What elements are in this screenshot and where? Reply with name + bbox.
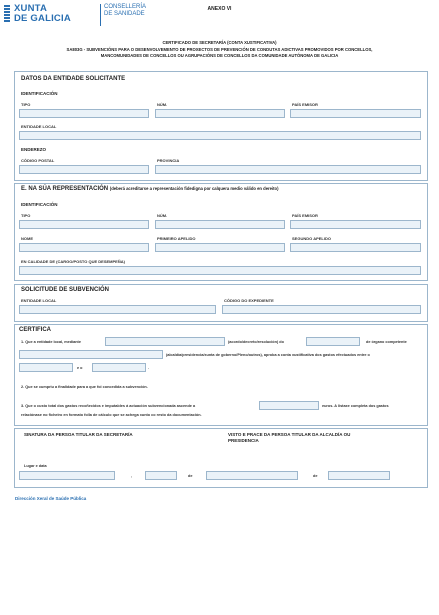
signature-mayor-1: VISTO E PRACE DA PERSOA TITULAR DA ALCALDÍA OU — [228, 432, 351, 437]
applicant-address: ENDEREZO — [21, 147, 47, 152]
rep-name-field[interactable] — [19, 243, 149, 252]
certify-p1b: (acordo/decreto/resolución) do — [228, 340, 284, 344]
certify-p3c: relaciónase no ficheiro en formato folla de cálculo que se achega xunto co resto da documentación. — [21, 413, 202, 417]
signature-comma: , — [131, 474, 133, 478]
annex-label: ANEXO VI — [207, 6, 232, 12]
signature-de-1: de — [188, 474, 193, 478]
applicant-num-field[interactable] — [155, 109, 285, 118]
signature-mayor-2: PRESIDENCIA — [228, 438, 259, 443]
signature-year-field[interactable] — [328, 471, 390, 480]
rep-capacity-label: EN CALIDADE DE (CARGO/POSTO QUE DESEMPEÑA) — [21, 259, 125, 264]
rep-num-field[interactable] — [155, 220, 285, 229]
rep-surname1-label: PRIMEIRO APELIDO — [157, 236, 196, 241]
signature-de-2: de — [313, 474, 318, 478]
certify-amount-field[interactable] — [259, 401, 319, 410]
applicant-entity-label: ENTIDADE LOCAL — [21, 124, 57, 129]
signature-place-label: Lugar e data — [24, 464, 47, 468]
certify-p1a: 1. Que a entidade local, mediante — [21, 340, 81, 344]
rep-surname2-field[interactable] — [290, 243, 421, 252]
doc-title: CERTIFICADO DE SECRETARÍA (CONTA XUSTIFICATIVA) — [162, 40, 277, 45]
rep-capacity-field[interactable] — [19, 266, 421, 275]
certify-p1c: de órgano competente — [366, 340, 407, 344]
representation-identification: IDENTIFICACIÓN — [21, 202, 58, 207]
certify-p1f: . — [148, 366, 150, 370]
applicant-title: DATOS DA ENTIDADE SOLICITANTE — [21, 76, 126, 82]
certify-date-field[interactable] — [306, 337, 360, 346]
rep-issuer-field[interactable] — [290, 220, 421, 229]
applicant-identification: IDENTIFICACIÓN — [21, 91, 58, 96]
applicant-type-label: TIPO — [21, 102, 31, 107]
rep-name-label: NOME — [21, 236, 33, 241]
certify-p2: 2. Que se cumpriu a finalidade para a que foi concedida a subvención. — [21, 385, 148, 389]
applicant-num-label: NÚM. — [157, 102, 168, 107]
signature-secretary: SINATURA DA PERSOA TITULAR DA SECRETARÍA — [24, 432, 133, 437]
applicant-type-field[interactable] — [19, 109, 149, 118]
rep-type-label: TIPO — [21, 213, 31, 218]
applicant-postal-label: CÓDIGO POSTAL — [21, 158, 55, 163]
rep-surname1-field[interactable] — [155, 243, 285, 252]
certify-p3b: euros. A listaxe completa dos gastos — [322, 404, 389, 408]
applicant-postal-field[interactable] — [19, 165, 149, 174]
applicant-issuer-label: PAÍS EMISOR — [292, 102, 318, 107]
applicant-issuer-field[interactable] — [290, 109, 421, 118]
applicant-province-label: PROVINCIA — [157, 158, 180, 163]
doc-subtitle-1: SA803G - SUBVENCIÓNS PARA O DESENVOLVEMENTO DE PROXECTOS DE PREVENCIÓN DE CONDUTAS ADICTIVAS PROMOVIDOS POR CONCELLOS, — [66, 47, 373, 52]
signature-day-field[interactable] — [145, 471, 177, 480]
rep-type-field[interactable] — [19, 220, 149, 229]
rep-num-label: NÚM. — [157, 213, 168, 218]
footer-directorate: Dirección Xeral de Saúde Pública — [15, 496, 87, 501]
certify-to-field[interactable] — [92, 363, 146, 372]
signature-month-field[interactable] — [206, 471, 298, 480]
certify-p1d: (alcaldía/presidencia/xunta de goberno/Pleno/outros), aproba a conta xustificativa dos gastos efectuados entre o — [166, 353, 370, 357]
applicant-entity-field[interactable] — [19, 131, 421, 140]
conselleria-name: CONSELLERÍA DE SANIDADE — [104, 4, 147, 17]
doc-subtitle-2: MANCOMUNIDADES DE CONCELLOS OU AGRUPACIÓNS DE CONCELLOS DA COMUNIDADE AUTÓNOMA DE GALICIA — [100, 53, 339, 58]
signature-place-field[interactable] — [19, 471, 115, 480]
certify-p3a: 3. Que o custo total dos gastos recoñecidos e imputables á actuación subvencionada ascende a — [21, 404, 196, 408]
certify-p1e: e o — [77, 366, 83, 370]
certify-title: CERTIFICA — [19, 327, 51, 333]
applicant-province-field[interactable] — [155, 165, 421, 174]
certify-act-field[interactable] — [105, 337, 225, 346]
certify-from-field[interactable] — [19, 363, 73, 372]
subsidy-code-label: CÓDIGO DO EXPEDIENTE — [224, 298, 274, 303]
subsidy-title: SOLICITUDE DE SUBVENCIÓN — [21, 287, 110, 293]
rep-issuer-label: PAÍS EMISOR — [292, 213, 318, 218]
representation-title: E. NA SÚA REPRESENTACIÓN (deberá acreditarse a representación fidedigna por calquera medio válido en dereito) — [21, 186, 279, 192]
rep-surname2-label: SEGUNDO APELIDO — [292, 236, 331, 241]
certify-organ-field[interactable] — [19, 350, 163, 359]
subsidy-entity-label: ENTIDADE LOCAL — [21, 298, 57, 303]
subsidy-entity-field[interactable] — [19, 305, 216, 314]
xunta-logo: XUNTA DE GALICIA — [14, 3, 71, 24]
subsidy-code-field[interactable] — [222, 305, 421, 314]
